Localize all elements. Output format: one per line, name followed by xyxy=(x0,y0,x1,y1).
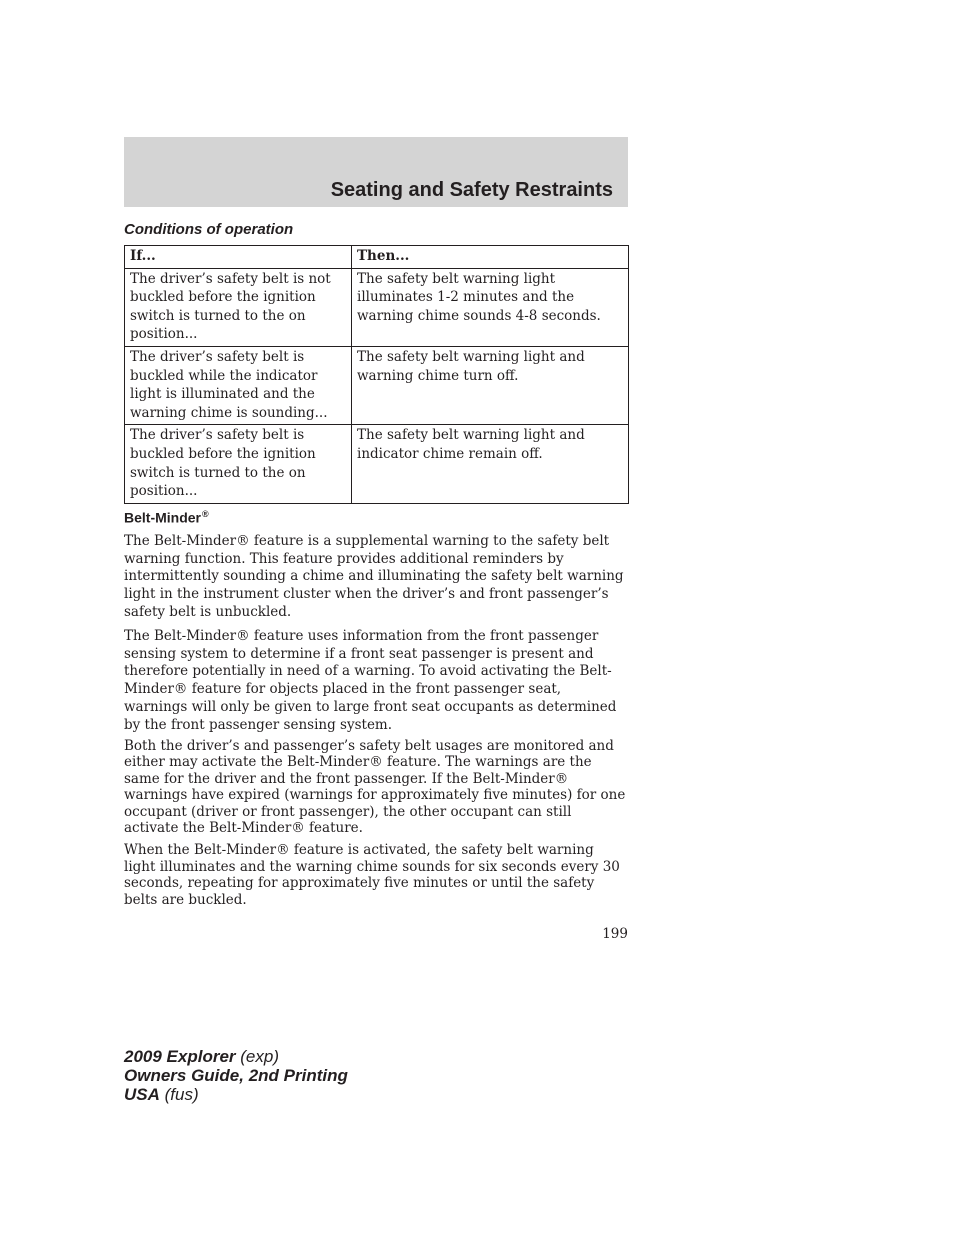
registered-mark: ® xyxy=(202,509,209,519)
footer-line-guide xyxy=(124,1066,348,1085)
table-row xyxy=(125,268,629,346)
body-paragraph: The Belt-Minder® feature is a supplemental warning to the safety belt warning function. This feature provides additional reminders by intermittently sounding a chime and illuminating the safety belt warning light in the instrument cluster when the driver’s and front passenger’s safety belt is unbuckled. xyxy=(124,533,624,620)
condition-cell: The driver’s safety belt is buckled before the ignition switch is turned to the on position... xyxy=(125,425,352,503)
footer-line-market xyxy=(124,1085,348,1104)
column-header-then: Then... xyxy=(352,246,629,269)
condition-cell: The driver’s safety belt is buckled while the indicator light is illuminated and the warning chime is sounding... xyxy=(125,346,352,424)
footer-guide: Owners Guide, 2nd Printing xyxy=(124,1066,348,1085)
footer-model-code: (exp) xyxy=(240,1047,279,1066)
belt-minder-heading xyxy=(124,509,209,526)
footer-market-code: (fus) xyxy=(164,1085,199,1104)
footer-market: USA xyxy=(124,1085,160,1104)
footer-line-model xyxy=(124,1047,348,1066)
chapter-title: Seating and Safety Restraints xyxy=(330,179,613,201)
condition-cell: The driver’s safety belt is not buckled before the ignition switch is turned to the on position... xyxy=(125,268,352,346)
page-number: 199 xyxy=(602,926,628,942)
conditions-table xyxy=(124,245,629,504)
result-cell: The safety belt warning light illuminates 1-2 minutes and the warning chime sounds 4-8 seconds. xyxy=(352,268,629,346)
body-paragraph: The Belt-Minder® feature uses information from the front passenger sensing system to determine if a front seat passenger is present and therefore potentially in need of a warning. To avoid activating the Belt-Minder® feature for objects placed in the front passenger seat, warnings will only be given to large front seat occupants as determined by the front passenger sensing system. xyxy=(124,628,617,733)
publication-footer xyxy=(124,1047,348,1104)
result-cell: The safety belt warning light and indicator chime remain off. xyxy=(352,425,629,503)
belt-minder-heading-text: Belt-Minder xyxy=(124,509,201,526)
footer-model: 2009 Explorer xyxy=(124,1047,236,1066)
chapter-header-band xyxy=(124,137,628,207)
conditions-heading: Conditions of operation xyxy=(124,221,294,238)
result-cell: The safety belt warning light and warning chime turn off. xyxy=(352,346,629,424)
column-header-if: If... xyxy=(125,246,352,269)
body-paragraph: When the Belt-Minder® feature is activated, the safety belt warning light illuminates and the warning chime sounds for six seconds every 30 seconds, repeating for approximately five minutes or until the safety belts are buckled. xyxy=(124,842,620,908)
table-row xyxy=(125,346,629,424)
table-row xyxy=(125,425,629,503)
table-header-row xyxy=(125,246,629,269)
body-paragraph: Both the driver’s and passenger’s safety belt usages are monitored and either may activate the Belt-Minder® feature. The warnings are the same for the driver and the front passenger. If the Belt-Minder® warnings have expired (warnings for approximately five minutes) for one occupant (driver or front passenger), the other occupant can still activate the Belt-Minder® feature. xyxy=(124,738,626,837)
